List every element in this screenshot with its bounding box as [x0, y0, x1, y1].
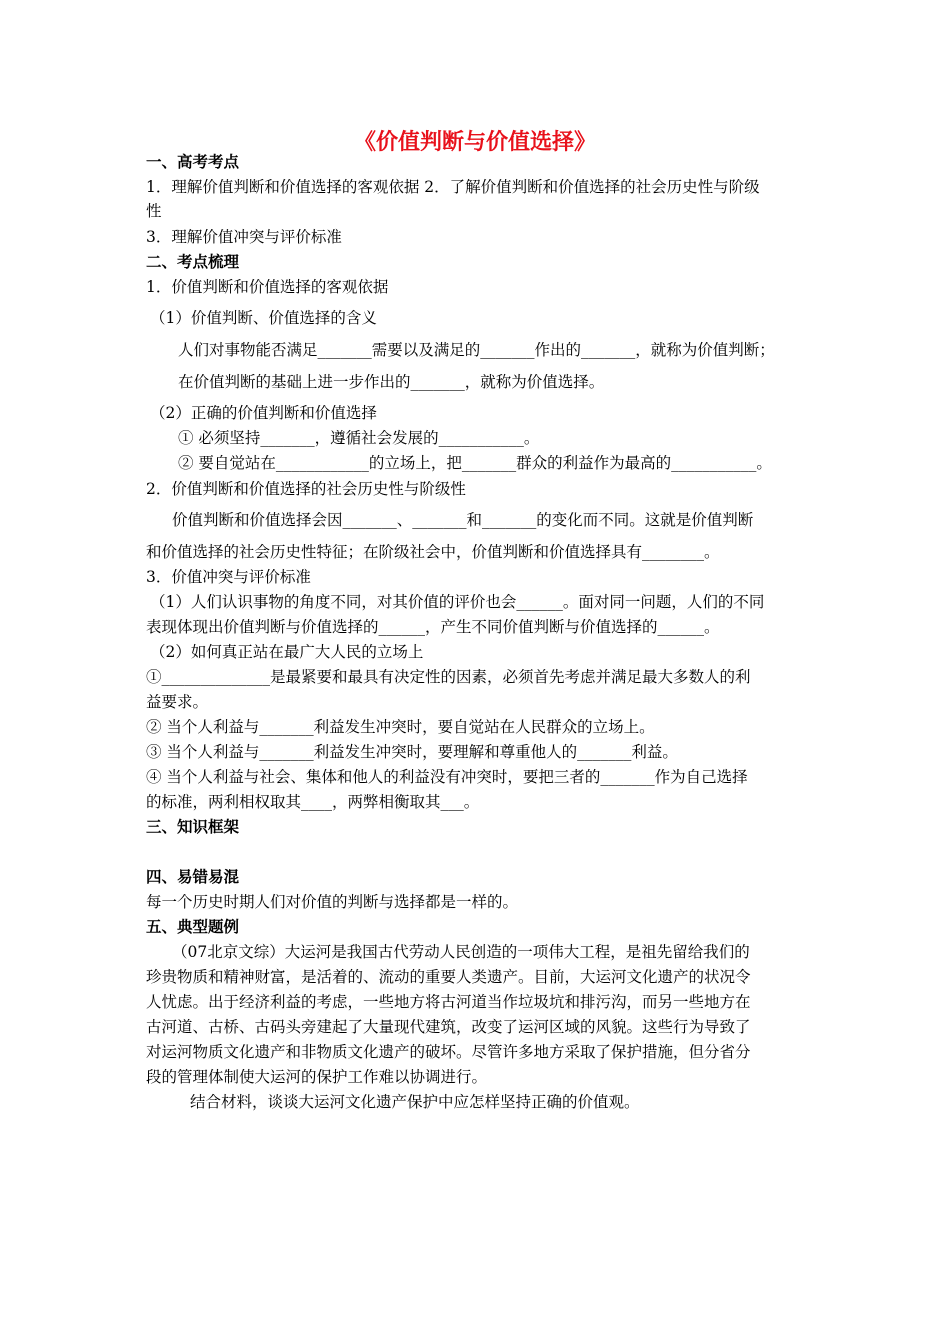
text-line: （2）如何真正站在最广大人民的立场上	[150, 643, 424, 661]
text-line: 性	[146, 202, 162, 220]
text-line: 和价值选择的社会历史性特征；在阶级社会中，价值判断和价值选择具有________。	[146, 543, 720, 561]
text-line: 价值判断和价值选择会因_______、_______和_______的变化而不同。这就是价值判断	[172, 511, 754, 529]
section-heading-common-errors: 四、易错易混	[146, 867, 240, 886]
text-line: （1）价值判断、价值选择的含义	[150, 309, 377, 327]
text-line: ①______________是最紧要和最具有决定性的因素，必须首先考虑并满足最大多数人的利	[146, 668, 751, 686]
text-line: （1）人们认识事物的角度不同，对其价值的评价也会______。面对同一问题，人们的不同	[150, 593, 765, 611]
text-line: 珍贵物质和精神财富，是活着的、流动的重要人类遗产。目前，大运河文化遗产的状况令	[146, 968, 751, 986]
text-line: 1．理解价值判断和价值选择的客观依据 2．了解价值判断和价值选择的社会历史性与阶级	[146, 178, 760, 196]
text-line: （07北京文综）大运河是我国古代劳动人民创造的一项伟大工程，是祖先留给我们的	[172, 943, 750, 961]
text-line: 段的管理体制使大运河的保护工作难以协调进行。	[146, 1068, 488, 1086]
text-line: ② 当个人利益与_______利益发生冲突时，要自觉站在人民群众的立场上。	[146, 718, 655, 736]
text-line: （2）正确的价值判断和价值选择	[150, 404, 377, 422]
text-line: ③ 当个人利益与_______利益发生冲突时，要理解和尊重他人的_______利益。	[146, 743, 678, 761]
text-line: 结合材料，谈谈大运河文化遗产保护中应怎样坚持正确的价值观。	[190, 1093, 640, 1111]
text-line: 对运河物质文化遗产和非物质文化遗产的破坏。尽管许多地方采取了保护措施，但分省分	[146, 1043, 751, 1061]
section-heading-exam-points: 一、高考考点	[146, 152, 240, 171]
text-line: 2．价值判断和价值选择的社会历史性与阶级性	[146, 480, 466, 498]
text-line: 每一个历史时期人们对价值的判断与选择都是一样的。	[146, 893, 519, 911]
section-heading-examples: 五、典型题例	[146, 917, 240, 936]
text-line: 的标准，两利相权取其____，两弊相衡取其___。	[146, 793, 480, 811]
text-line: 益要求。	[146, 693, 209, 711]
text-line: ② 要自觉站在____________的立场上，把_______群众的利益作为最高的___________。	[178, 454, 772, 472]
text-line: 人们对事物能否满足_______需要以及满足的_______作出的_______，就称为价值判断；	[178, 341, 775, 359]
text-line: 表现体现出价值判断与价值选择的______，产生不同价值判断与价值选择的______。	[146, 618, 720, 636]
document-title: 《价值判断与价值选择》	[353, 129, 596, 155]
section-heading-framework: 三、知识框架	[146, 817, 240, 836]
text-line: 3．价值冲突与评价标准	[146, 568, 311, 586]
text-line: ① 必须坚持_______，遵循社会发展的___________。	[178, 429, 540, 447]
text-line: 3．理解价值冲突与评价标准	[146, 228, 342, 246]
section-heading-review: 二、考点梳理	[146, 252, 240, 271]
text-line: 古河道、古桥、古码头旁建起了大量现代建筑，改变了运河区域的风貌。这些行为导致了	[146, 1018, 751, 1036]
text-line: ④ 当个人利益与社会、集体和他人的利益没有冲突时，要把三者的_______作为自己选择	[146, 768, 748, 786]
text-line: 人忧虑。出于经济利益的考虑，一些地方将古河道当作垃圾坑和排污沟，而另一些地方在	[146, 993, 751, 1011]
text-line: 1．价值判断和价值选择的客观依据	[146, 278, 389, 296]
text-line: 在价值判断的基础上进一步作出的_______，就称为价值选择。	[178, 373, 605, 391]
